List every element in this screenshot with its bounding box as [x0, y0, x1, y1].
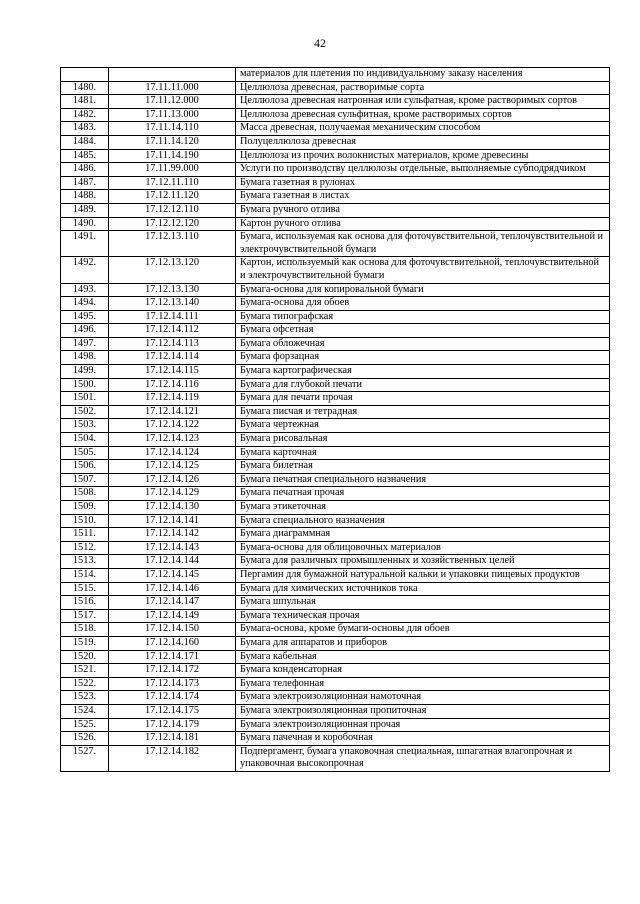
- product-code: 17.12.14.126: [109, 473, 236, 487]
- product-code: 17.12.14.145: [109, 568, 236, 582]
- product-name: Бумага кабельная: [236, 650, 610, 664]
- table-row: [61, 283, 610, 297]
- product-name: Бумага чертежная: [236, 419, 610, 433]
- table-row: [61, 623, 610, 637]
- row-number: 1512.: [61, 541, 109, 555]
- product-code: 17.12.14.142: [109, 528, 236, 542]
- product-name: Бумага конденсаторная: [236, 664, 610, 678]
- table-row: [61, 378, 610, 392]
- product-code: 17.12.14.146: [109, 582, 236, 596]
- table-row: [61, 190, 610, 204]
- row-number: [61, 68, 109, 82]
- product-name: Бумага для глубокой печати: [236, 378, 610, 392]
- table-row: [61, 568, 610, 582]
- row-number: 1518.: [61, 623, 109, 637]
- row-number: 1493.: [61, 283, 109, 297]
- table-row: [61, 163, 610, 177]
- row-number: 1490.: [61, 217, 109, 231]
- product-name: Целлюлоза из прочих волокнистых материалов, кроме древесины: [236, 149, 610, 163]
- product-code: 17.11.14.120: [109, 135, 236, 149]
- product-code: 17.12.14.122: [109, 419, 236, 433]
- table-row: [61, 541, 610, 555]
- product-code: 17.12.14.160: [109, 636, 236, 650]
- row-number: 1499.: [61, 365, 109, 379]
- product-code: 17.12.14.149: [109, 609, 236, 623]
- row-number: 1516.: [61, 596, 109, 610]
- row-number: 1524.: [61, 704, 109, 718]
- table-row: [61, 555, 610, 569]
- row-number: 1521.: [61, 664, 109, 678]
- row-number: 1513.: [61, 555, 109, 569]
- row-number: 1487.: [61, 176, 109, 190]
- product-name: Бумага ручного отлива: [236, 203, 610, 217]
- row-number: 1520.: [61, 650, 109, 664]
- table-row: [61, 446, 610, 460]
- product-name: Бумага газетная в рулонах: [236, 176, 610, 190]
- row-number: 1504.: [61, 433, 109, 447]
- product-code: 17.12.14.174: [109, 691, 236, 705]
- table-row: [61, 677, 610, 691]
- product-code: 17.12.14.141: [109, 514, 236, 528]
- product-code: 17.12.14.124: [109, 446, 236, 460]
- product-name: Бумага-основа, кроме бумаги-основы для обоев: [236, 623, 610, 637]
- product-name: Бумага телефонная: [236, 677, 610, 691]
- product-name: Бумага диаграммная: [236, 528, 610, 542]
- table-row: [61, 718, 610, 732]
- product-code: 17.12.14.171: [109, 650, 236, 664]
- product-name: Бумага офсетная: [236, 324, 610, 338]
- table-row: [61, 501, 610, 515]
- product-name: Бумага электроизоляционная прочая: [236, 718, 610, 732]
- row-number: 1497.: [61, 337, 109, 351]
- table-row: [61, 460, 610, 474]
- row-number: 1517.: [61, 609, 109, 623]
- product-code: 17.12.14.113: [109, 337, 236, 351]
- product-code: 17.12.14.129: [109, 487, 236, 501]
- product-name: Бумага билетная: [236, 460, 610, 474]
- product-name: Бумага электроизоляционная намоточная: [236, 691, 610, 705]
- row-number: 1484.: [61, 135, 109, 149]
- product-code: 17.12.14.147: [109, 596, 236, 610]
- table-row: [61, 149, 610, 163]
- product-name: Бумага, используемая как основа для фоточувствительной, теплочувствительной и электрочувствительной бумаги: [236, 231, 610, 257]
- product-code: 17.12.14.179: [109, 718, 236, 732]
- table-row: [61, 582, 610, 596]
- table-row: [61, 297, 610, 311]
- product-code: 17.12.14.111: [109, 310, 236, 324]
- product-code-table: [60, 67, 610, 772]
- row-number: 1485.: [61, 149, 109, 163]
- table-row: [61, 609, 610, 623]
- product-name: материалов для плетения по индивидуальному заказу населения: [236, 68, 610, 82]
- product-name: Полуцеллюлоза древесная: [236, 135, 610, 149]
- product-name: Бумага для различных промышленных и хозяйственных целей: [236, 555, 610, 569]
- product-name: Масса древесная, получаемая механическим способом: [236, 122, 610, 136]
- product-name: Услуги по производству целлюлозы отдельные, выполняемые субподрядчиком: [236, 163, 610, 177]
- product-code: 17.12.14.173: [109, 677, 236, 691]
- product-code: 17.12.12.110: [109, 203, 236, 217]
- table-row: [61, 514, 610, 528]
- table-row: [61, 108, 610, 122]
- row-number: 1505.: [61, 446, 109, 460]
- row-number: 1492.: [61, 257, 109, 283]
- product-code: 17.12.14.125: [109, 460, 236, 474]
- row-number: 1498.: [61, 351, 109, 365]
- product-code: [109, 68, 236, 82]
- row-number: 1514.: [61, 568, 109, 582]
- row-number: 1495.: [61, 310, 109, 324]
- product-name: Картон ручного отлива: [236, 217, 610, 231]
- product-code: 17.12.14.115: [109, 365, 236, 379]
- row-number: 1486.: [61, 163, 109, 177]
- table-row: [61, 596, 610, 610]
- product-name: Бумага газетная в листах: [236, 190, 610, 204]
- row-number: 1491.: [61, 231, 109, 257]
- product-code: 17.12.13.130: [109, 283, 236, 297]
- table-row: [61, 392, 610, 406]
- product-name: Бумага печатная прочая: [236, 487, 610, 501]
- row-number: 1494.: [61, 297, 109, 311]
- product-code: 17.12.14.181: [109, 732, 236, 746]
- table-row: [61, 528, 610, 542]
- row-number: 1525.: [61, 718, 109, 732]
- product-code: 17.11.13.000: [109, 108, 236, 122]
- product-code: 17.12.13.110: [109, 231, 236, 257]
- product-name: Подпергамент, бумага упаковочная специальная, шпагатная влагопрочная и упаковочная высокопрочная: [236, 745, 610, 771]
- product-code: 17.11.99.000: [109, 163, 236, 177]
- product-code: 17.12.14.172: [109, 664, 236, 678]
- row-number: 1483.: [61, 122, 109, 136]
- product-code: 17.11.11.000: [109, 81, 236, 95]
- product-name: Бумага для печати прочая: [236, 392, 610, 406]
- product-code: 17.12.14.119: [109, 392, 236, 406]
- table-row: [61, 691, 610, 705]
- product-name: Бумага форзацная: [236, 351, 610, 365]
- product-name: Целлюлоза древесная натронная или сульфатная, кроме растворимых сортов: [236, 95, 610, 109]
- table-row: [61, 135, 610, 149]
- table-row: [61, 650, 610, 664]
- table-row: [61, 473, 610, 487]
- product-name: Бумага-основа для облицовочных материалов: [236, 541, 610, 555]
- product-name: Бумага писчая и тетрадная: [236, 405, 610, 419]
- product-name: Бумага обложечная: [236, 337, 610, 351]
- row-number: 1526.: [61, 732, 109, 746]
- product-name: Бумага для аппаратов и приборов: [236, 636, 610, 650]
- row-number: 1508.: [61, 487, 109, 501]
- product-code: 17.11.14.110: [109, 122, 236, 136]
- product-name: Целлюлоза древесная, растворимые сорта: [236, 81, 610, 95]
- table-row: [61, 405, 610, 419]
- product-name: Бумага картографическая: [236, 365, 610, 379]
- table-row: [61, 664, 610, 678]
- table-row: [61, 324, 610, 338]
- table-row: [61, 122, 610, 136]
- product-name: Бумага для химических источников тока: [236, 582, 610, 596]
- table-row: [61, 704, 610, 718]
- product-name: Картон, используемый как основа для фоточувствительной, теплочувствительной и электрочувствительной бумаги: [236, 257, 610, 283]
- row-number: 1501.: [61, 392, 109, 406]
- page-number: 42: [314, 36, 326, 50]
- product-name: Бумага пачечная и коробочная: [236, 732, 610, 746]
- table-row: [61, 487, 610, 501]
- product-code: 17.12.14.121: [109, 405, 236, 419]
- product-code: 17.12.14.150: [109, 623, 236, 637]
- product-name: Бумага-основа для копировальной бумаги: [236, 283, 610, 297]
- row-number: 1519.: [61, 636, 109, 650]
- row-number: 1509.: [61, 501, 109, 515]
- row-number: 1522.: [61, 677, 109, 691]
- product-code: 17.12.14.175: [109, 704, 236, 718]
- product-name: Бумага карточная: [236, 446, 610, 460]
- row-number: 1507.: [61, 473, 109, 487]
- row-number: 1480.: [61, 81, 109, 95]
- row-number: 1503.: [61, 419, 109, 433]
- product-code: 17.11.12.000: [109, 95, 236, 109]
- table-row: [61, 433, 610, 447]
- table-row: [61, 68, 610, 82]
- table-row: [61, 636, 610, 650]
- table-row: [61, 310, 610, 324]
- product-name: Целлюлоза древесная сульфитная, кроме растворимых сортов: [236, 108, 610, 122]
- product-name: Бумага этикеточная: [236, 501, 610, 515]
- table-row: [61, 745, 610, 771]
- row-number: 1482.: [61, 108, 109, 122]
- row-number: 1502.: [61, 405, 109, 419]
- table-row: [61, 176, 610, 190]
- product-code: 17.12.13.140: [109, 297, 236, 311]
- table-row: [61, 95, 610, 109]
- table-row: [61, 81, 610, 95]
- row-number: 1488.: [61, 190, 109, 204]
- table-row: [61, 365, 610, 379]
- table-row: [61, 732, 610, 746]
- product-code: 17.12.14.114: [109, 351, 236, 365]
- product-name: Бумага шпульная: [236, 596, 610, 610]
- row-number: 1511.: [61, 528, 109, 542]
- table-row: [61, 203, 610, 217]
- row-number: 1510.: [61, 514, 109, 528]
- row-number: 1496.: [61, 324, 109, 338]
- table-row: [61, 351, 610, 365]
- product-name: Пергамин для бумажной натуральной кальки и упаковки пищевых продуктов: [236, 568, 610, 582]
- table-row: [61, 217, 610, 231]
- row-number: 1489.: [61, 203, 109, 217]
- product-code: 17.12.14.143: [109, 541, 236, 555]
- product-code: 17.12.14.116: [109, 378, 236, 392]
- product-name: Бумага электроизоляционная пропиточная: [236, 704, 610, 718]
- row-number: 1523.: [61, 691, 109, 705]
- table-row: [61, 419, 610, 433]
- product-name: Бумага печатная специального назначения: [236, 473, 610, 487]
- table-body: [61, 68, 610, 772]
- product-code: 17.12.14.123: [109, 433, 236, 447]
- product-code: 17.12.14.182: [109, 745, 236, 771]
- product-name: Бумага специального назначения: [236, 514, 610, 528]
- product-code: 17.12.12.120: [109, 217, 236, 231]
- row-number: 1481.: [61, 95, 109, 109]
- row-number: 1515.: [61, 582, 109, 596]
- product-code: 17.11.14.190: [109, 149, 236, 163]
- table-row: [61, 257, 610, 283]
- table-row: [61, 337, 610, 351]
- row-number: 1527.: [61, 745, 109, 771]
- table-row: [61, 231, 610, 257]
- row-number: 1506.: [61, 460, 109, 474]
- product-name: Бумага техническая прочая: [236, 609, 610, 623]
- product-code: 17.12.14.112: [109, 324, 236, 338]
- row-number: 1500.: [61, 378, 109, 392]
- product-code: 17.12.11.120: [109, 190, 236, 204]
- product-code: 17.12.13.120: [109, 257, 236, 283]
- product-code: 17.12.14.144: [109, 555, 236, 569]
- product-name: Бумага рисовальная: [236, 433, 610, 447]
- product-name: Бумага-основа для обоев: [236, 297, 610, 311]
- product-code: 17.12.14.130: [109, 501, 236, 515]
- product-name: Бумага типографская: [236, 310, 610, 324]
- product-code: 17.12.11.110: [109, 176, 236, 190]
